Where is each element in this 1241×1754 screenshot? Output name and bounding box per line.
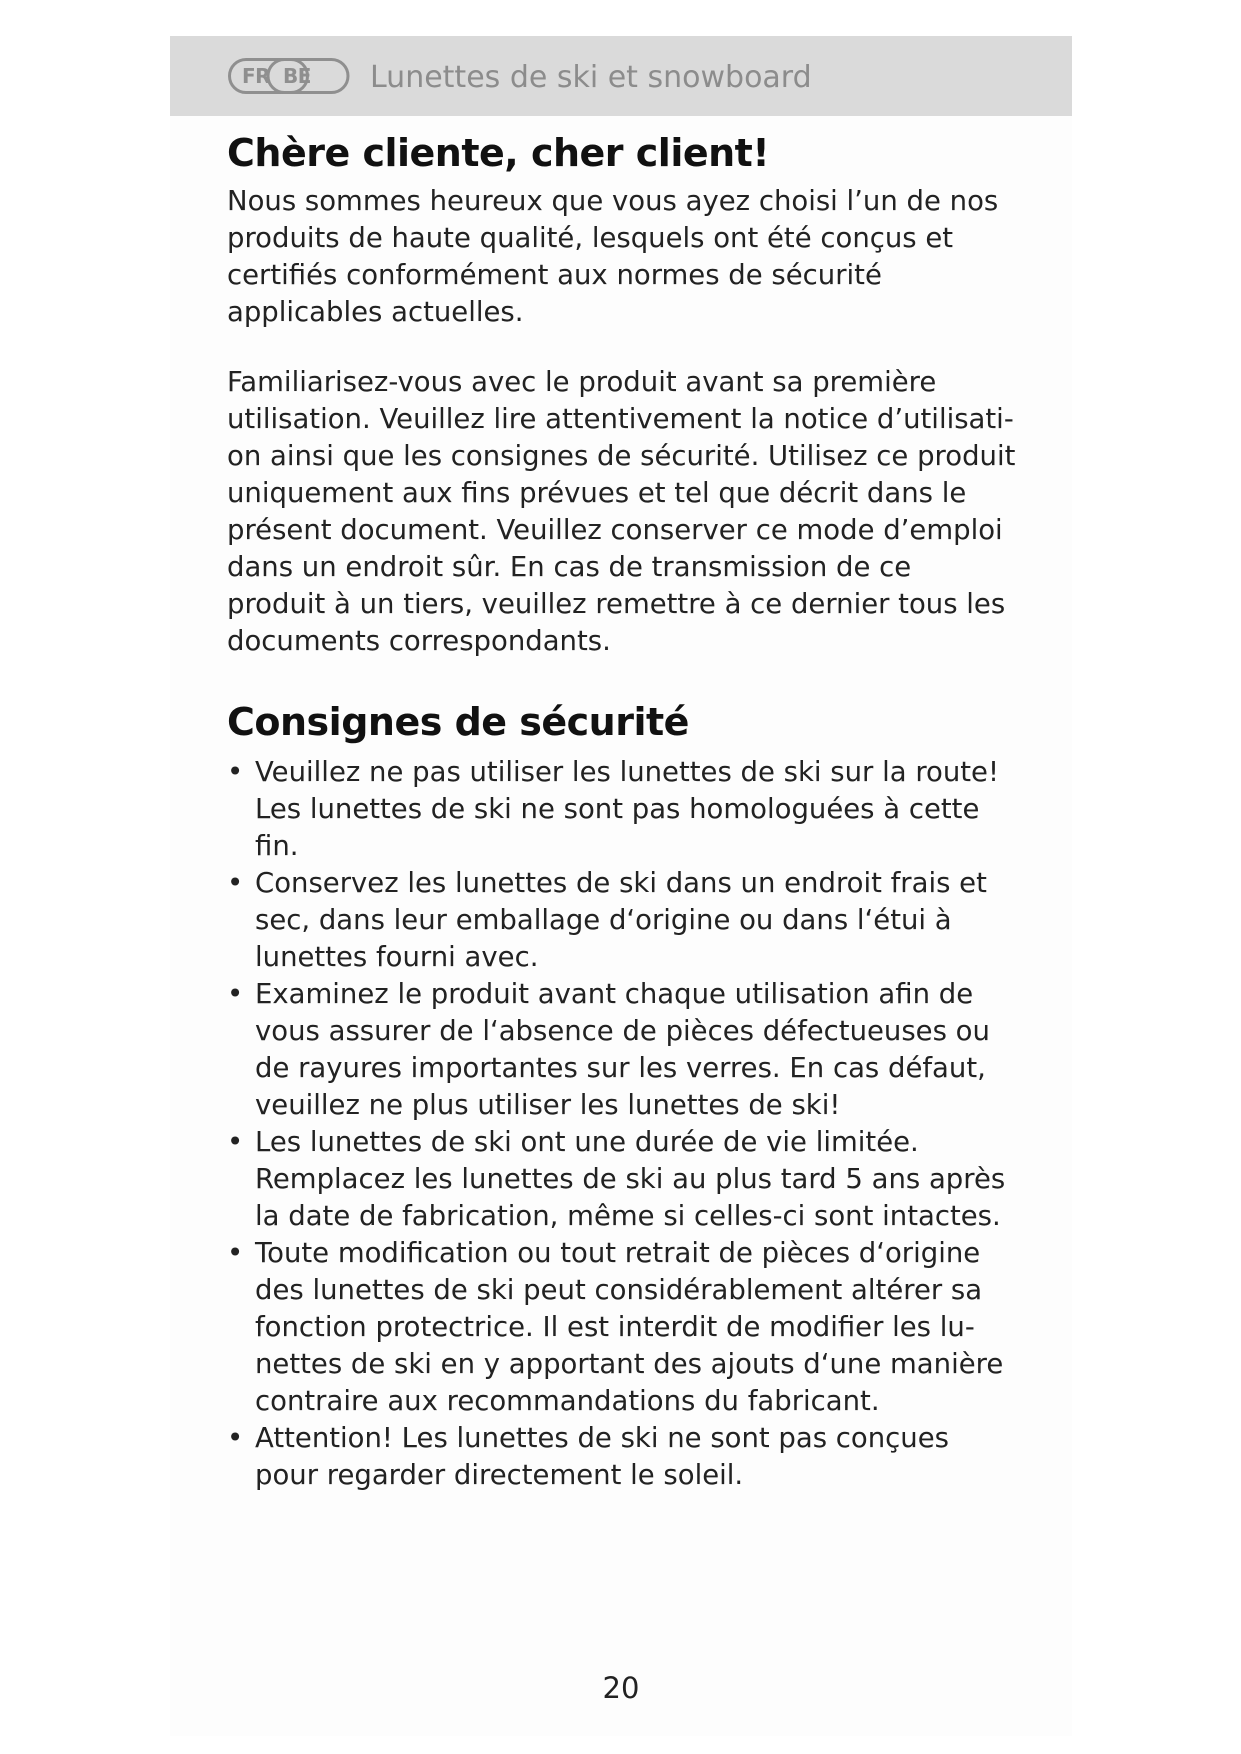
manual-page bbox=[170, 36, 1072, 1736]
safety-item-text: Toute modification ou tout retrait de pièces d‘origine des lunettes de ski peut considérablement altérer sa fonction protectrice. Il est interdit de modifier les lu-nettes de ski en y apportant des ajouts d‘une manière contraire aux recommandations du fabricant. bbox=[255, 1237, 1004, 1417]
header-bar bbox=[170, 36, 1072, 116]
badge-fr-label: FR bbox=[242, 64, 271, 88]
page-number: 20 bbox=[602, 1671, 640, 1705]
safety-item-text: Les lunettes de ski ont une durée de vie limitée. Remplacez les lunettes de ski au plus tard 5 ans après la date de fabrication, même si celles-ci sont intactes. bbox=[255, 1126, 1006, 1232]
safety-item-text: Examinez le produit avant chaque utilisation afin de vous assurer de l‘absence de pièces défectueuses ou de rayures importantes sur les verres. En cas défaut, veuillez ne plus utiliser les lunettes de ski! bbox=[255, 978, 990, 1121]
bullet-dot-icon: • bbox=[227, 756, 244, 788]
header-title: Lunettes de ski et snowboard bbox=[370, 60, 812, 95]
intro-paragraph-1: Nous sommes heureux que vous ayez choisi l’un de nos produits de haute qualité, lesquels ont été conçus et certifiés conformément aux normes de sécurité applicables actuelles. bbox=[227, 185, 999, 328]
list-item bbox=[227, 754, 1017, 865]
bullet-dot-icon: • bbox=[227, 978, 244, 1010]
list-item bbox=[227, 1420, 1017, 1494]
safety-list bbox=[227, 754, 1017, 1494]
list-item bbox=[227, 865, 1017, 976]
safety-item-text: Veuillez ne pas utiliser les lunettes de ski sur la route! Les lunettes de ski ne sont pas homologuées à cette fin. bbox=[255, 756, 1000, 862]
safety-item-text: Conservez les lunettes de ski dans un endroit frais et sec, dans leur emballage d‘origine ou dans l‘étui à lunettes fourni avec. bbox=[255, 867, 987, 973]
badge-be-label: BE bbox=[283, 64, 311, 88]
list-item bbox=[227, 1124, 1017, 1235]
list-item bbox=[227, 1235, 1017, 1420]
bullet-dot-icon: • bbox=[227, 1237, 244, 1269]
intro-paragraph-2: Familiarisez-vous avec le produit avant sa première utilisation. Veuillez lire attentivement la notice d’utilisati-on ainsi que les consignes de sécurité. Utilisez ce produit uniquement aux fins prévues et tel que décrit dans le présent document. Veuillez conserver ce mode d’emploi dans un endroit sûr. En cas de transmission de ce produit à un tiers, veuillez remettre à ce dernier tous les documents correspondants. bbox=[227, 366, 1016, 657]
safety-heading: Consignes de sécurité bbox=[227, 700, 689, 744]
list-item bbox=[227, 976, 1017, 1124]
bullet-dot-icon: • bbox=[227, 867, 244, 899]
safety-item-text: Attention! Les lunettes de ski ne sont pas conçues pour regarder directement le soleil. bbox=[255, 1422, 949, 1491]
content bbox=[227, 131, 1017, 1494]
bullet-dot-icon: • bbox=[227, 1422, 244, 1454]
language-badge bbox=[228, 58, 350, 94]
intro-heading: Chère cliente, cher client! bbox=[227, 131, 770, 175]
bullet-dot-icon: • bbox=[227, 1126, 244, 1158]
